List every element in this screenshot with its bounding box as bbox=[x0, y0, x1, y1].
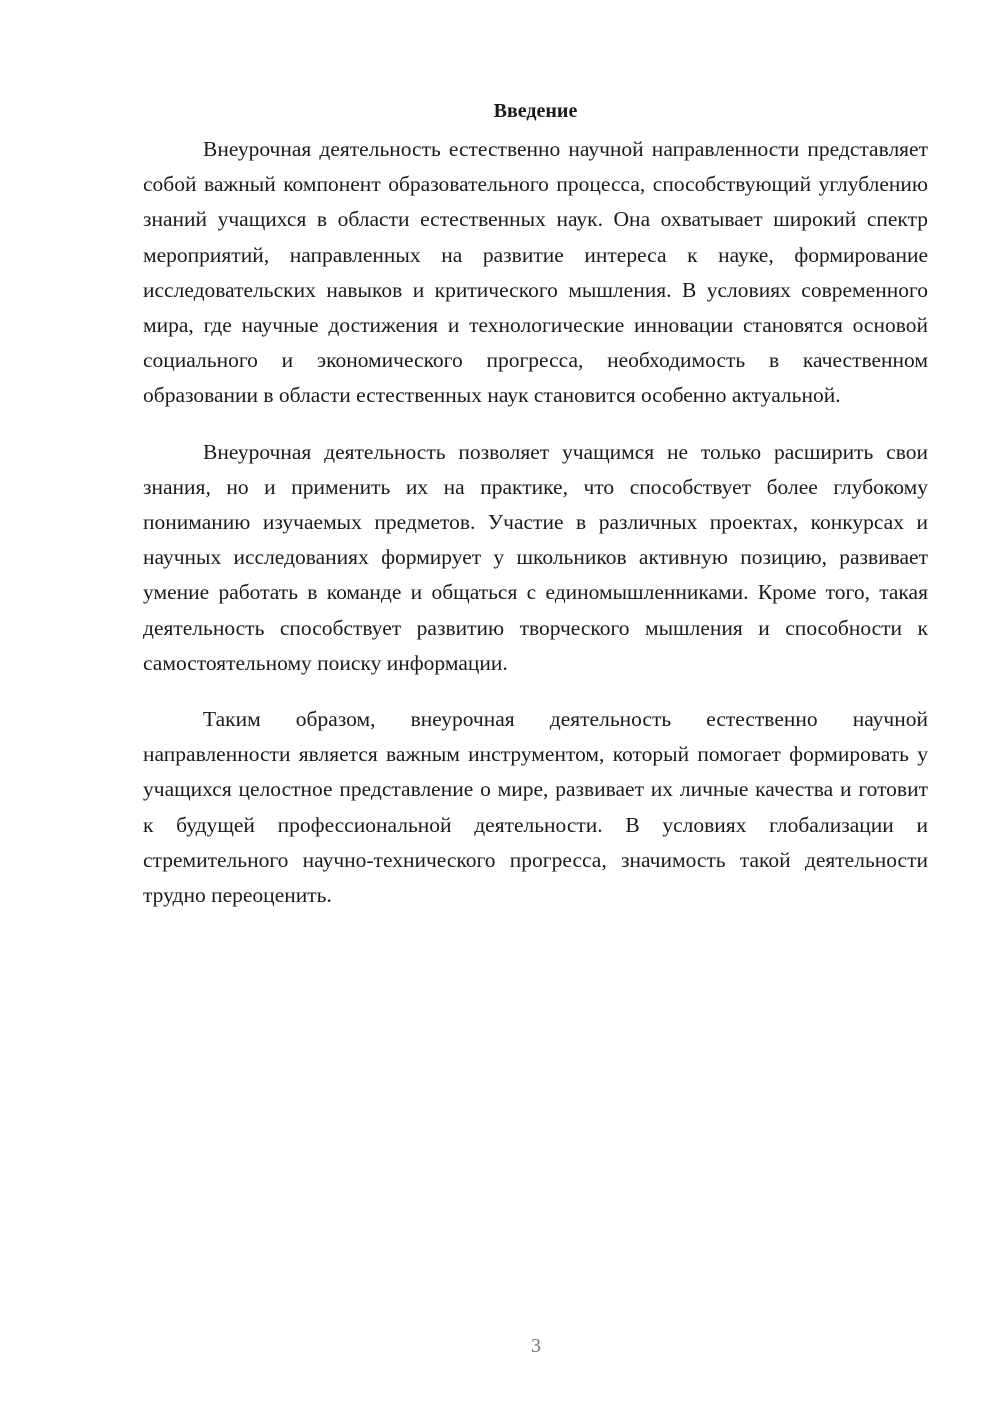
page-content bbox=[143, 96, 928, 913]
paragraph-1: Внеурочная деятельность естественно научной направленности представляет собой важный компонент образовательного процесса, способствующий углублению знаний учащихся в области естественных наук. Она охватывает широкий спектр мероприятий, направленных на развитие интереса к науке, формирование исследовательских навыков и критического мышления. В условиях современного мира, где научные достижения и технологические инновации становятся основой социального и экономического прогресса, необходимость в качественном образовании в области естественных наук становится особенно актуальной. bbox=[143, 137, 928, 408]
section-heading: Введение bbox=[493, 100, 578, 122]
page-number: 3 bbox=[531, 1335, 541, 1357]
paragraph-2: Внеурочная деятельность позволяет учащимся не только расширить свои знания, но и применить их на практике, что способствует более глубокому пониманию изучаемых предметов. Участие в различных проектах, конкурсах и научных исследованиях формирует у школьников активную позицию, развивает умение работать в команде и общаться с единомышленниками. Кроме того, такая деятельность способствует развитию творческого мышления и способности к самостоятельному поиску информации. bbox=[143, 439, 928, 675]
paragraph-3: Таким образом, внеурочная деятельность естественно научной направленности является важным инструментом, который помогает формировать у учащихся целостное представление о мире, развивает их личные качества и готовит к будущей профессиональной деятельности. В условиях глобализации и стремительного научно-технического прогресса, значимость такой деятельности трудно переоценить. bbox=[143, 707, 928, 908]
